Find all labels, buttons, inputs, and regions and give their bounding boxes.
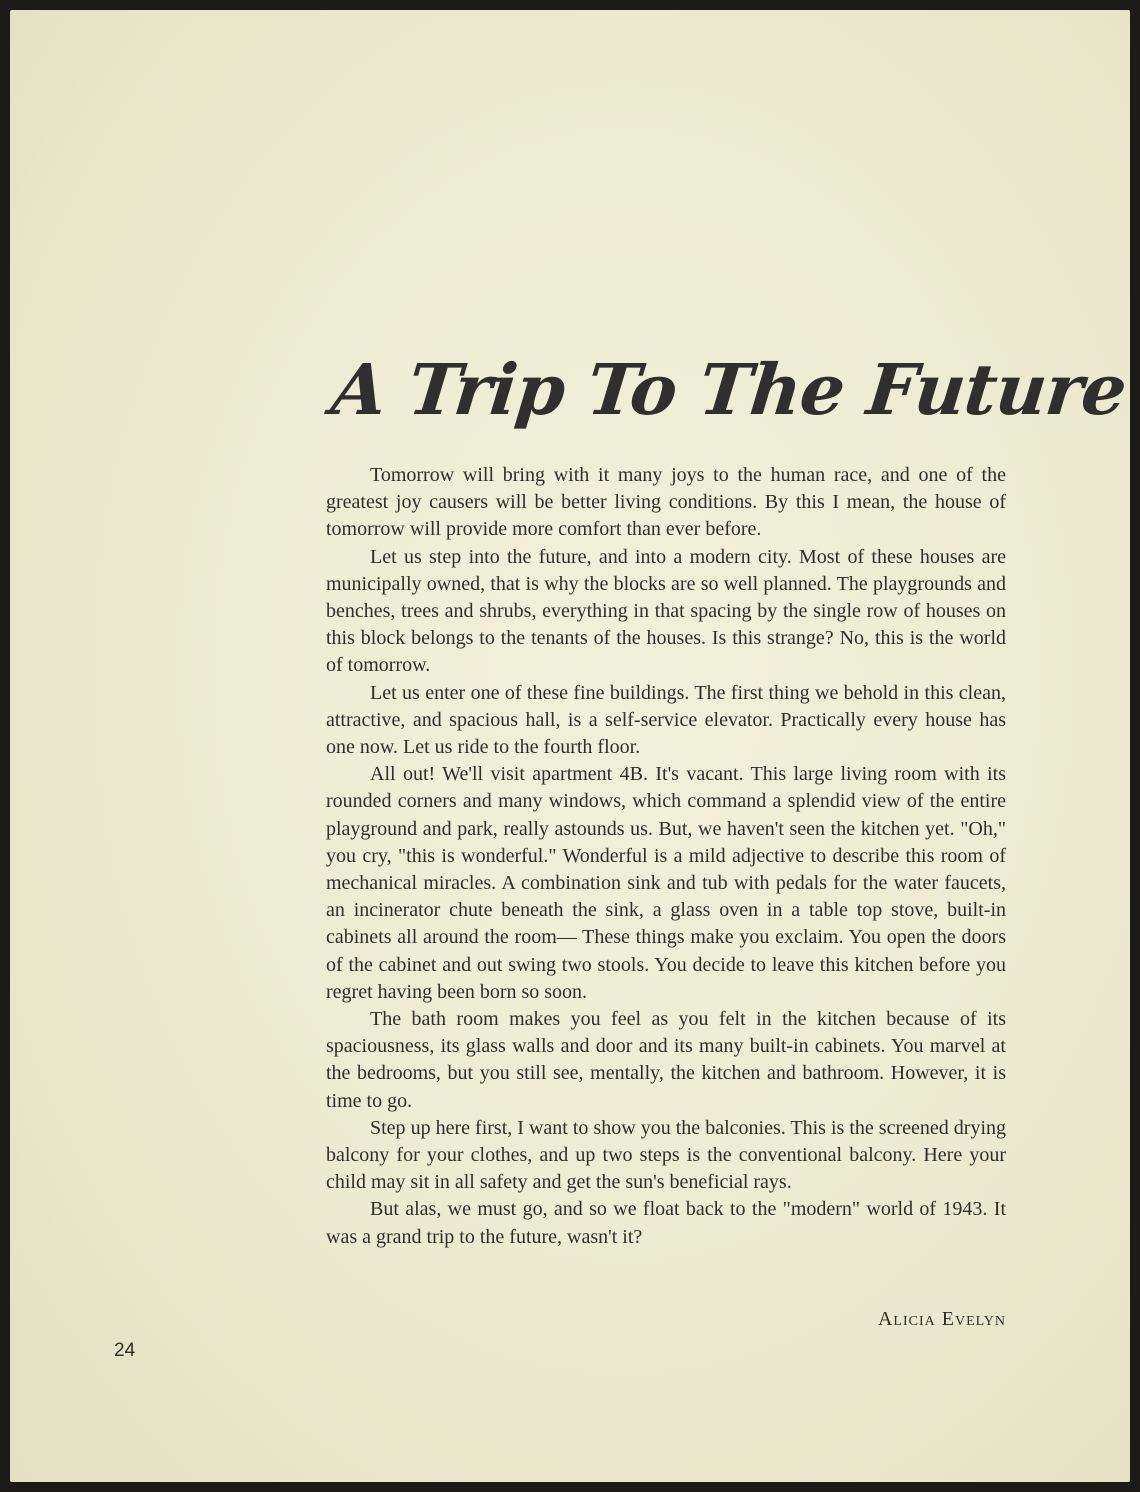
paragraph-7: But alas, we must go, and so we float back to the "modern" world of 1943. It was a grand trip to the future, wasn't it? [326, 1198, 1006, 1248]
paragraph-4: All out! We'll visit apartment 4B. It's vacant. This large living room with its rounded corners and many windows, which command a splendid view of the entire playground and park, really astounds us. But, we haven't seen the kitchen yet. "Oh," you cry, "this is wonderful." Wonderful is a mild adjective to describe this room of mechanical miracles. A combination sink and tub with pedals for the water faucets, an incinerator chute beneath the sink, a glass oven in a table top stove, built-in cabinets all around the room— These things make you exclaim. You open the doors of the cabinet and out swing two stools. You decide to leave this kitchen before you regret having been born so soon. [326, 763, 1006, 1003]
article-body [326, 462, 1006, 1251]
author-signature: Alicia Evelyn [877, 1308, 1006, 1330]
paragraph-5: The bath room makes you feel as you felt in the kitchen because of its spaciousness, its glass walls and door and its many built-in cabinets. You marvel at the bedrooms, but you still see, mentally, the kitchen and bathroom. However, it is time to go. [326, 1008, 1006, 1112]
page [10, 10, 1130, 1482]
paragraph-2: Let us step into the future, and into a modern city. Most of these houses are municipally owned, that is why the blocks are so well planned. The playgrounds and benches, trees and shrubs, everything in that spacing by the single row of houses on this block belongs to the tenants of the houses. Is this strange? No, this is the world of tomorrow. [326, 545, 1006, 677]
article-title: A Trip To The Future [327, 348, 1130, 431]
paragraph-3: Let us enter one of these fine buildings. The first thing we behold in this clean, attractive, and spacious hall, is a self-service elevator. Practically every house has one now. Let us ride to the fourth floor. [326, 681, 1006, 759]
paragraph-1: Tomorrow will bring with it many joys to the human race, and one of the greatest joy causers will be better living conditions. By this I mean, the house of tomorrow will provide more comfort than ever before. [326, 464, 1006, 541]
page-number: 24 [114, 1340, 136, 1361]
paragraph-6: Step up here first, I want to show you the balconies. This is the screened drying balcony for your clothes, and up two steps is the conventional balcony. Here your child may sit in all safety and get the sun's beneficial rays. [326, 1116, 1006, 1194]
